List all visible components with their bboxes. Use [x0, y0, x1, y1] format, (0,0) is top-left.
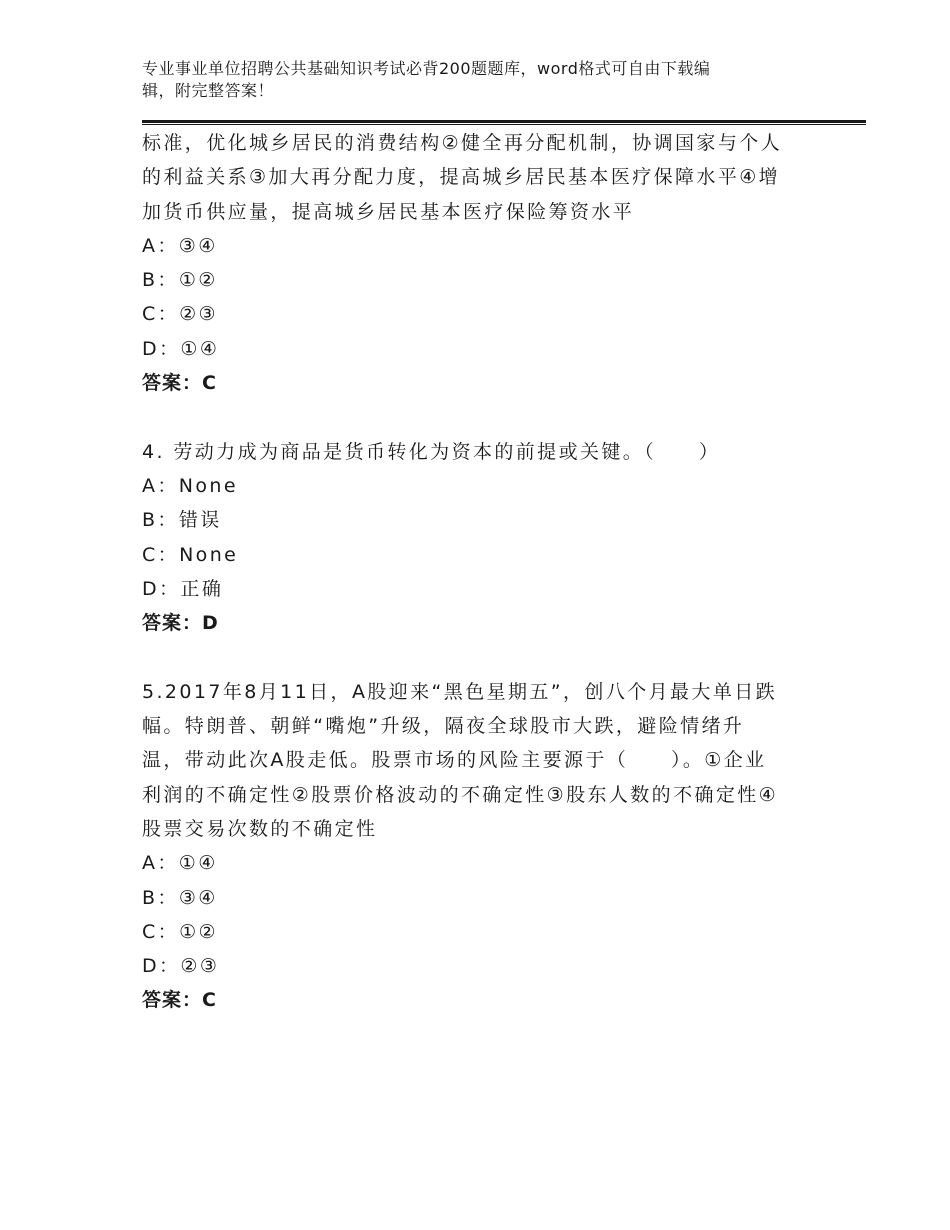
header-line-1: 专业事业单位招聘公共基础知识考试必背200题题库，word格式可自由下载编 — [142, 59, 711, 78]
option-c: C：①② — [142, 920, 218, 943]
question-text-line: 利润的不确定性②股票价格波动的不确定性③股东人数的不确定性④ — [142, 783, 779, 806]
question-text-line: 股票交易次数的不确定性 — [142, 817, 378, 840]
option-d: D：②③ — [142, 955, 220, 978]
option-b: B：①② — [142, 269, 218, 292]
option-c: C：None — [142, 543, 239, 566]
question-3-continued — [142, 126, 822, 400]
question-text-line: 4. 劳动力成为商品是货币转化为资本的前提或关键。（ ） — [142, 440, 721, 463]
answer-line: 答案：D — [142, 612, 219, 635]
option-b: B：③④ — [142, 886, 218, 909]
question-text-line: 加货币供应量，提高城乡居民基本医疗保险筹资水平 — [142, 200, 635, 223]
question-text-line: 5.2017年8月11日，A股迎来“黑色星期五”，创八个月最大单日跌 — [142, 680, 778, 703]
header-rule — [142, 120, 866, 125]
option-d: D：①④ — [142, 337, 220, 360]
option-a: A：①④ — [142, 852, 218, 875]
option-d: D：正确 — [142, 577, 224, 600]
option-a: A：③④ — [142, 234, 218, 257]
header-line-2: 辑，附完整答案！ — [142, 81, 275, 100]
answer-line: 答案：C — [142, 372, 217, 395]
question-text-line: 温，带动此次A股走低。股票市场的风险主要源于（ ）。①企业 — [142, 749, 767, 772]
question-list — [142, 126, 822, 1018]
option-b: B：错误 — [142, 509, 222, 532]
question-spacer — [142, 400, 822, 434]
question-text-line: 的利益关系③加大再分配力度，提高城乡居民基本医疗保障水平④增 — [142, 166, 781, 189]
answer-line: 答案：C — [142, 989, 217, 1012]
question-text-line: 标准，优化城乡居民的消费结构②健全再分配机制，协调国家与个人 — [142, 132, 783, 154]
page-header — [142, 58, 802, 102]
option-a: A：None — [142, 474, 238, 497]
option-c: C：②③ — [142, 303, 218, 326]
question-4 — [142, 435, 822, 641]
question-5 — [142, 675, 822, 1018]
question-text-line: 幅。特朗普、朝鲜“嘴炮”升级，隔夜全球股市大跌，避险情绪升 — [142, 715, 745, 738]
question-spacer — [142, 640, 822, 674]
